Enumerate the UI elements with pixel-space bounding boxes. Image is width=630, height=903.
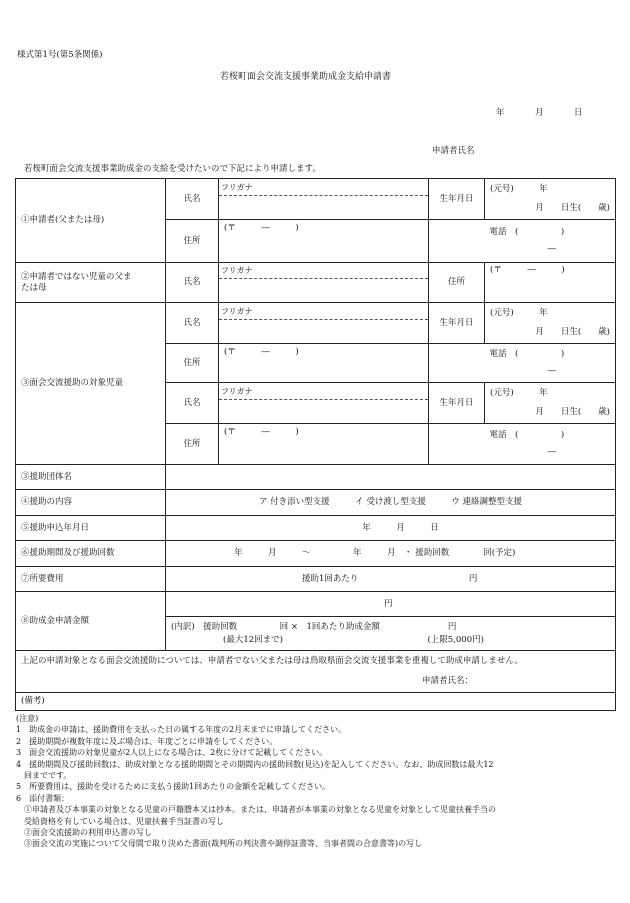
phone-dash: ―	[547, 447, 556, 457]
amount-breakdown	[166, 617, 616, 651]
note-line: 3 面会交流援助の対象児童が2人以上になる場合は、2枚に分けて記載してください。	[16, 748, 328, 758]
form-title: 若桜町面会交流支援事業助成金支給申請書	[220, 72, 392, 82]
note-line: 5 所要費用は、援助を受けるために支払う援助1回あたりの金額を記載してください。	[16, 782, 331, 792]
application-form	[15, 178, 616, 711]
era-text: (元号) 年	[490, 388, 548, 398]
child2-name-field[interactable]	[219, 383, 429, 424]
period-label: ⑥援助期間及び援助回数	[16, 541, 166, 567]
name-label: 氏名	[166, 303, 219, 344]
phone-text: 電話 ( )	[489, 349, 565, 359]
child1-address-field[interactable]	[219, 344, 429, 383]
form-number: 様式第1号(第5条関係)	[17, 50, 103, 60]
furigana-label: フリガナ	[219, 385, 428, 400]
support-content-label: ④援助の内容	[16, 490, 166, 516]
notes-section	[16, 713, 616, 850]
applicant-name-label: 申請者氏名	[432, 146, 475, 156]
postal-text: (〒 ― )	[490, 265, 565, 275]
address-label: 住所	[166, 344, 219, 383]
postal-text: (〒 ― )	[224, 427, 299, 437]
other-parent-label: ②申請者ではない児童の父ま たは母	[16, 263, 166, 303]
date-year: 年	[496, 108, 505, 118]
note-line: 受給資格を有している場合は、児童扶養手当証書の写し	[16, 816, 224, 826]
remarks-label: (備考)	[21, 696, 45, 706]
name-label: 氏名	[166, 179, 219, 220]
other-parent-name-field[interactable]	[219, 263, 429, 303]
note-line: 回までです。	[16, 771, 72, 781]
name-label: 氏名	[166, 263, 219, 303]
note-line: ③面会交流の実施について父母間で取り決めた書面(裁判所の判決書や調停証書等、当事者間の合意書等)の写し	[16, 839, 423, 849]
note-line: 6 添付書類：	[16, 793, 70, 803]
amount-field[interactable]	[166, 592, 616, 617]
amount-yen: 円	[384, 598, 393, 609]
applicant-label: ①申請者(父または母)	[16, 179, 166, 263]
phone-text: 電話 ( )	[489, 430, 565, 440]
child2-phone-field[interactable]	[485, 424, 616, 465]
note-line: ①申請者及び本事業の対象となる児童の戸籍謄本又は抄本。または、申請者が本事業の対象となる児童を対象として児童扶養手当の	[16, 805, 496, 815]
applicant-name-field[interactable]	[219, 179, 429, 220]
support-types-field[interactable]	[166, 490, 616, 516]
child2-birth-field[interactable]	[485, 383, 616, 424]
breakdown-line1: (内訳) 援助回数 回 × 1回あたり助成金額 円	[171, 621, 457, 632]
child2-address-field[interactable]	[219, 424, 429, 465]
apply-date-label: ⑤援助申込年月日	[16, 516, 166, 541]
birth-label: 生年月日	[429, 303, 485, 344]
intro-text: 若桜町面会交流支援事業助成金の支給を受けたいので下記により申請します。	[24, 164, 321, 174]
cost-field[interactable]	[166, 567, 616, 592]
applicant-phone-field[interactable]	[485, 220, 616, 263]
organization-field[interactable]	[166, 465, 616, 490]
declaration-box	[16, 651, 616, 693]
note-line: 4 援助期間及び援助回数は、助成対象となる援助期間とその期間内の援助回数(見込)を記入してください。なお、助成回数は最大12	[16, 759, 494, 769]
address-label: 住所	[166, 220, 219, 263]
note-line: (注意)	[16, 714, 39, 723]
cost-text: 援助1回あたり 円	[302, 573, 478, 584]
period-text: 年 月 ～ 年 月 ・ 援助回数 回(予定)	[234, 548, 516, 558]
cost-label: ⑦所要費用	[16, 567, 166, 592]
birth-label: 生年月日	[429, 383, 485, 424]
birth-md-text: 月 日生( 歳)	[535, 327, 610, 337]
address-label: 住所	[166, 424, 219, 465]
child1-name-field[interactable]	[219, 303, 429, 344]
birth-label: 生年月日	[429, 179, 485, 220]
era-text: (元号) 年	[490, 308, 548, 318]
applicant-address-field[interactable]	[219, 220, 429, 263]
amount-label: ⑧助成金申請金額	[16, 592, 166, 651]
support-types-text: ア 付き添い型支援 イ 受け渡し型支援 ウ 連絡調整型支援	[258, 497, 523, 507]
other-parent-address-field[interactable]	[485, 263, 616, 303]
child1-birth-field[interactable]	[485, 303, 616, 344]
breakdown-line2: (最大12回まで) (上限5,000円)	[223, 634, 484, 645]
children-label: ③面会交流援助の対象児童	[16, 303, 166, 465]
name-label: 氏名	[166, 383, 219, 424]
postal-text: (〒 ― )	[224, 347, 299, 357]
remarks-field[interactable]	[16, 693, 616, 711]
address-label: 住所	[429, 263, 485, 303]
apply-date-text: 年 月 日	[362, 522, 439, 533]
child1-phone-field[interactable]	[485, 344, 616, 383]
organization-label: ③援助団体名	[16, 465, 166, 490]
apply-date-field[interactable]	[166, 516, 616, 541]
phone-text: 電話 ( )	[489, 227, 565, 237]
note-line: 1 助成金の申請は、援助費用を支払った日の属する年度の2月末までに申請してください。	[16, 725, 347, 735]
furigana-label: フリガナ	[219, 264, 428, 279]
era-text: (元号) 年	[490, 184, 548, 194]
date-month: 月	[535, 108, 544, 118]
declaration-text: 上記の申請対象となる面会交流援助については、申請者でない父または母は鳥取県面会交流支援事業を重複して助成申請しません。	[21, 656, 523, 666]
postal-text: (〒 ― )	[224, 223, 299, 233]
furigana-label: フリガナ	[219, 181, 428, 196]
declaration-signature: 申請者氏名：	[422, 676, 474, 686]
furigana-label: フリガナ	[219, 305, 428, 320]
note-line: 2 援助期間が複数年度に及ぶ場合は、年度ごとに申請をしてください。	[16, 736, 278, 746]
phone-dash: ―	[547, 366, 556, 376]
date-day: 日	[574, 108, 583, 118]
applicant-birth-field[interactable]	[485, 179, 616, 220]
phone-dash: ―	[547, 244, 556, 254]
birth-md-text: 月 日生( 歳)	[535, 407, 610, 417]
birth-md-text: 月 日生( 歳)	[535, 203, 610, 213]
note-line: ②面会交流援助の利用申込書の写し	[16, 828, 152, 838]
period-field[interactable]	[166, 541, 616, 567]
